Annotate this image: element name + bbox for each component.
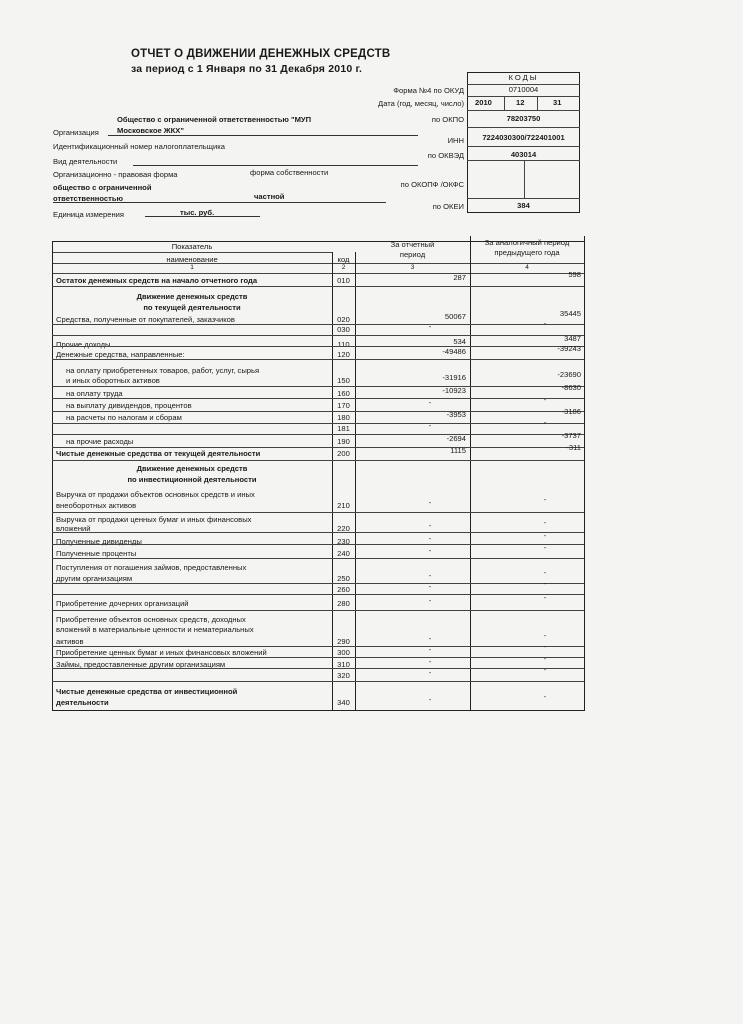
row-name: Полученные дивиденды: [56, 537, 142, 546]
row-prev-value: -8630: [561, 383, 581, 392]
row-code: 260: [337, 585, 350, 594]
row-current-value: -: [428, 546, 432, 555]
row-divider: [52, 460, 584, 461]
row-code: 010: [337, 276, 350, 285]
row-prev-value: -311: [566, 443, 581, 452]
colnum-2: 2: [341, 264, 346, 271]
legal-form-value-1: общество с ограниченной: [53, 183, 152, 192]
row-name: на расчеты по налогам и сборам: [66, 413, 182, 422]
row-code: 290: [337, 637, 350, 646]
header-name: наименование: [166, 255, 218, 264]
report-title: ОТЧЕТ О ДВИЖЕНИИ ДЕНЕЖНЫХ СРЕДСТВ: [131, 48, 391, 60]
row-name: внеоборотных активов: [56, 501, 137, 510]
row-prev-value: -: [543, 593, 547, 602]
row-name: Приобретение ценных бумаг и иных финансовых вложений: [56, 648, 267, 657]
row-current-value: -: [428, 645, 432, 654]
row-divider: [52, 610, 584, 611]
org-name-line1: Общество с ограниченной ответственностью "МУП: [117, 115, 312, 124]
row-name: Чистые денежные средства от текущей деятельности: [56, 449, 261, 458]
row-prev-value: -: [543, 495, 547, 504]
row-current-value: -10923: [442, 386, 466, 395]
row-prev-value: -: [543, 531, 547, 540]
row-current-value: -: [428, 695, 432, 704]
row-divider: [52, 512, 584, 513]
header-current-1: За отчетный: [390, 240, 435, 249]
row-name: Приобретение дочерних организаций: [56, 599, 189, 608]
row-name: Полученные проценты: [56, 549, 137, 558]
row-code: 240: [337, 549, 350, 558]
ownership-label: форма собственности: [250, 168, 329, 177]
row-divider: [52, 681, 584, 682]
row-prev-value: -39243: [557, 344, 581, 353]
ownership-value: частной: [254, 192, 285, 201]
row-name: на прочие расходы: [66, 437, 134, 446]
date-label: Дата (год, месяц, число): [378, 99, 464, 108]
inn-code: 7224030300/722401001: [482, 133, 565, 142]
row-code: 250: [337, 574, 350, 583]
row-name: Остаток денежных средств на начало отчетного года: [56, 276, 258, 285]
row-code: 210: [337, 501, 350, 510]
okved-code: 403014: [510, 150, 537, 159]
header-code: код: [337, 255, 350, 264]
row-current-value: -49486: [442, 347, 466, 356]
row-name: Выручка от продажи объектов основных средств и иных: [56, 490, 255, 499]
row-name: Движение денежных средств: [136, 464, 248, 473]
row-code: 230: [337, 537, 350, 546]
row-current-value: -: [428, 521, 432, 530]
row-current-value: 50067: [444, 312, 466, 321]
codes-heading: КОДЫ: [508, 73, 539, 82]
row-prev-value: 35445: [559, 309, 581, 318]
okud-code: 0710004: [508, 85, 539, 94]
row-prev-value: -: [543, 543, 547, 552]
row-code: 280: [337, 599, 350, 608]
row-current-value: -: [428, 421, 432, 430]
okud-label: Форма №4 по ОКУД: [393, 86, 464, 95]
okpo-code: 78203750: [506, 114, 541, 123]
row-current-value: 1115: [450, 446, 466, 455]
row-prev-value: -: [543, 631, 547, 640]
row-prev-value: -: [543, 518, 547, 527]
row-name: на выплату дивидендов, процентов: [66, 401, 192, 410]
header-current-2: период: [399, 250, 426, 259]
header-indicator: Показатель: [171, 242, 213, 251]
row-current-value: -: [428, 668, 432, 677]
row-divider: [52, 359, 584, 360]
row-code: 110: [337, 340, 350, 349]
row-current-value: -: [428, 582, 432, 591]
row-prev-value: -: [543, 654, 547, 663]
row-name: на оплату труда: [66, 389, 123, 398]
row-code: 310: [337, 660, 350, 669]
row-current-value: -: [428, 596, 432, 605]
row-name: деятельности: [56, 698, 109, 707]
row-prev-value: -: [543, 665, 547, 674]
row-prev-value: -: [543, 579, 547, 588]
date-month: 12: [516, 98, 525, 107]
row-prev-value: -: [543, 418, 547, 427]
unit-label: Единица измерения: [53, 210, 125, 219]
row-prev-value: -: [543, 395, 547, 404]
row-name: Выручка от продажи ценных бумаг и иных финансовых: [56, 515, 252, 524]
header-prev-1: За аналогичный период: [484, 238, 570, 247]
okved-label: по ОКВЭД: [427, 151, 464, 160]
row-current-value: -2694: [446, 434, 466, 443]
row-code: 150: [337, 376, 350, 385]
row-name: Средства, полученные от покупателей, заказчиков: [56, 315, 235, 324]
row-name: по текущей деятельности: [143, 303, 241, 312]
unit-value: тыс. руб.: [180, 208, 215, 217]
colnum-3: 3: [410, 264, 415, 271]
colnum-4: 4: [525, 264, 529, 271]
row-prev-value: -: [543, 319, 547, 328]
row-current-value: -: [428, 571, 432, 580]
row-name: Поступления от погашения займов, предоставленных: [56, 563, 247, 572]
row-prev-value: -: [543, 642, 547, 651]
row-prev-value: -: [543, 568, 547, 577]
taxpayer-id-label: Идентификационный номер налогоплательщика: [53, 142, 225, 151]
row-current-value: -31916: [442, 373, 466, 382]
row-name: Чистые денежные средства от инвестиционной: [56, 687, 238, 696]
row-name: другим организациям: [56, 574, 133, 583]
row-name: Денежные средства, направленные:: [56, 350, 185, 359]
row-current-value: -: [428, 657, 432, 666]
okei-code: 384: [517, 201, 530, 210]
row-current-value: -: [428, 534, 432, 543]
okei-label: по ОКЕИ: [432, 202, 464, 211]
row-name: Приобретение объектов основных средств, доходных: [56, 615, 246, 624]
row-code: 340: [337, 698, 350, 707]
org-name-line2: Московское ЖКХ": [117, 126, 184, 135]
row-name: и иных оборотных активов: [66, 376, 160, 385]
colnum-1: 1: [190, 264, 194, 271]
row-name: активов: [56, 637, 84, 646]
row-code: 200: [337, 449, 350, 458]
row-name: Прочие доходы: [56, 340, 111, 349]
row-current-value: -3953: [446, 410, 466, 419]
row-code: 181: [337, 424, 350, 433]
row-prev-value: -: [543, 692, 547, 701]
row-prev-value: -3737: [561, 431, 581, 440]
report-period: за период с 1 Января по 31 Декабря 2010 г.: [131, 63, 363, 75]
row-code: 320: [337, 671, 350, 680]
row-code: 220: [337, 524, 350, 533]
legal-form-value-2: ответственностью: [53, 194, 124, 203]
row-prev-value: 598: [568, 270, 581, 279]
row-current-value: -: [428, 498, 432, 507]
row-code: 190: [337, 437, 350, 446]
row-code: 180: [337, 413, 350, 422]
row-current-value: -: [428, 398, 432, 407]
org-label: Организация: [53, 128, 99, 137]
row-name: Займы, предоставленные другим организациям: [56, 660, 226, 669]
row-code: 170: [337, 401, 350, 410]
row-name: Движение денежных средств: [136, 292, 248, 301]
row-name: на оплату приобретенных товаров, работ, услуг, сырья: [66, 366, 260, 375]
row-current-value: 534: [453, 337, 466, 346]
row-name: вложений: [56, 524, 91, 533]
row-divider: [52, 286, 584, 287]
header-prev-2: предыдущего года: [494, 248, 560, 257]
row-prev-value: -23690: [557, 370, 581, 379]
row-name: вложений в материальные ценности и нематериальных: [56, 625, 254, 634]
okpo-label: по ОКПО: [431, 115, 464, 124]
date-year: 2010: [475, 98, 492, 107]
row-code: 020: [337, 315, 350, 324]
row-code: 120: [337, 350, 350, 359]
row-prev-value: 3487: [564, 334, 581, 343]
activity-label: Вид деятельности: [53, 157, 118, 166]
row-current-value: 287: [453, 273, 466, 282]
date-day: 31: [553, 98, 562, 107]
row-code: 300: [337, 648, 350, 657]
row-prev-value: -3186: [561, 407, 581, 416]
row-divider: [52, 558, 584, 559]
okopf-label: по ОКОПФ /ОКФС: [400, 180, 464, 189]
legal-form-label: Организационно - правовая форма: [53, 170, 178, 179]
row-code: 030: [337, 325, 350, 334]
row-code: 160: [337, 389, 350, 398]
row-current-value: -: [428, 322, 432, 331]
inn-label: ИНН: [447, 136, 464, 145]
row-name: по инвестиционной деятельности: [127, 475, 257, 484]
row-current-value: -: [428, 634, 432, 643]
